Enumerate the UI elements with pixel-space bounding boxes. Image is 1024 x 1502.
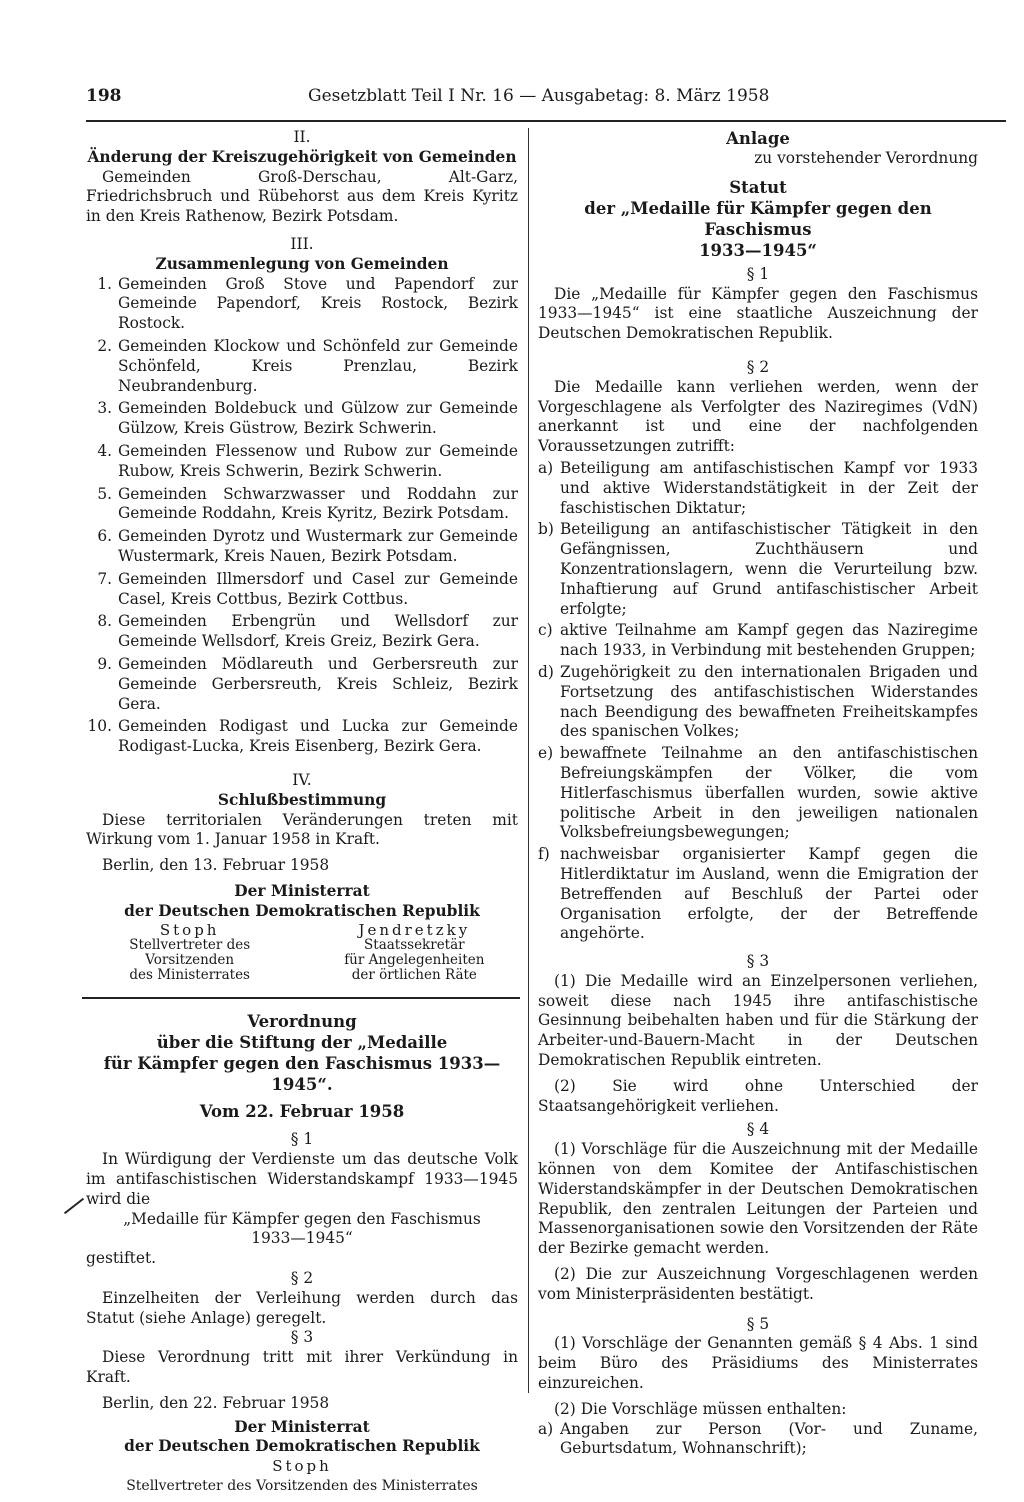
signatory-body: Der Ministerrat	[234, 881, 370, 900]
signer-role: Staatssekretär	[364, 937, 465, 954]
list-item-text: Gemeinden Klockow und Schönfeld zur Gemeinde Schönfeld, Kreis Prenzlau, Bezirk Neubrandenburg.	[118, 336, 518, 395]
list-item	[538, 663, 978, 742]
paragraph: Diese Verordnung tritt mit ihrer Verkündung in Kraft.	[86, 1348, 518, 1387]
list-item	[86, 485, 518, 525]
list-item-number: 7.	[97, 569, 112, 588]
list-item-number: 8.	[97, 612, 112, 631]
list-item-number: 10.	[87, 717, 112, 736]
paragraph-sign: § 3	[290, 1328, 314, 1347]
list-item-number: 1.	[97, 274, 112, 293]
paragraph-sign: § 1	[290, 1130, 314, 1149]
list-item	[86, 612, 518, 652]
page-header	[86, 86, 1006, 110]
list-item	[86, 570, 518, 610]
verordnung-date: Vom 22. Februar 1958	[199, 1102, 405, 1122]
list-item-text: Gemeinden Illmersdorf und Casel zur Gemeinde Casel, Kreis Cottbus, Bezirk Cottbus.	[118, 569, 518, 608]
list-item-number: a)	[538, 1419, 554, 1438]
paragraph: In Würdigung der Verdienste um das deutsche Volk im antifaschistischen Widerstandskampf 1933—1945 wird die	[86, 1150, 518, 1208]
list-item-text: Angaben zur Person (Vor- und Zuname, Geburtsdatum, Wohnanschrift);	[560, 1419, 978, 1458]
place-date: Berlin, den 22. Februar 1958	[102, 1393, 330, 1412]
paragraph: Diese territorialen Veränderungen treten mit Wirkung vom 1. Januar 1958 in Kraft.	[86, 810, 518, 849]
signatory-body: Der Ministerrat	[234, 1417, 370, 1436]
signer-role: Stellvertreter des Vorsitzenden	[129, 937, 251, 969]
paragraph: Die Medaille kann verliehen werden, wenn der Vorgeschlagene als Verfolgter des Naziregimes (VdN) anerkannt ist und eine der nachfolgenden Voraussetzungen zutrifft:	[538, 377, 978, 456]
list-item-number: c)	[538, 621, 553, 640]
paragraph-sign: § 4	[746, 1120, 770, 1139]
list-item	[538, 459, 978, 518]
paragraph: (1) Vorschläge der Genannten gemäß § 4 Abs. 1 sind beim Büro des Präsidiums des Ministerrates einzureichen.	[538, 1334, 978, 1393]
medal-name: 1933—1945“	[251, 1229, 353, 1248]
signer-name: Jendretzky	[358, 921, 471, 940]
paragraph: (2) Die Vorschläge müssen enthalten:	[554, 1399, 847, 1418]
list-item-number: 2.	[97, 336, 112, 355]
criteria-list	[538, 459, 978, 944]
paragraph-sign: § 3	[746, 952, 770, 971]
signer-role: der örtlichen Räte	[351, 967, 477, 984]
signer-role: Stellvertreter des Vorsitzenden des Ministerrates	[126, 1478, 478, 1495]
list-item-number: 9.	[97, 654, 112, 673]
column-divider	[528, 128, 529, 1393]
paragraph: (1) Vorschläge für die Auszeichnung mit der Medaille können von dem Komitee der Antifaschistischen Widerstandskämpfer in der Deutschen Demokratischen Republik, den zentralen Leitungen der Parteien und Massenorganisationen sowie den Vorsitzenden der Räte der Bezirke gemacht werden.	[538, 1140, 978, 1258]
list-item-number: b)	[538, 520, 554, 539]
list-item-text: Beteiligung an antifaschistischer Tätigkeit in den Gefängnissen, Zuchthäusern und Konzentrationslagern, wenn die Verurteilung bzw. Inhaftierung auf Grund antifaschistischer Arbeit erfolgte;	[560, 520, 978, 618]
list-item-number: a)	[538, 458, 554, 477]
paragraph: (2) Die zur Auszeichnung Vorgeschlagenen werden vom Ministerpräsidenten bestätigt.	[538, 1265, 978, 1303]
signer-role: des Ministerrates	[129, 967, 250, 984]
list-item	[86, 337, 518, 396]
list-item-text: Gemeinden Schwarzwasser und Roddahn zur Gemeinde Roddahn, Kreis Kyritz, Bezirk Potsdam.	[118, 484, 518, 523]
list-item	[86, 275, 518, 334]
paragraph: (2) Sie wird ohne Unterschied der Staatsangehörigkeit verliehen.	[538, 1076, 978, 1115]
left-column	[86, 128, 518, 1497]
paragraph: gestiftet.	[86, 1249, 157, 1268]
paragraph: Gemeinden Groß-Derschau, Alt-Garz, Friedrichsbruch und Rübehorst aus dem Kreis Kyritz in den Kreis Rathenow, Bezirk Potsdam.	[86, 167, 518, 226]
statut-title: Statut	[729, 177, 787, 197]
medal-name: „Medaille für Kämpfer gegen den Faschismus	[123, 1209, 481, 1228]
list-item-text: Zugehörigkeit zu den internationalen Brigaden und Fortsetzung des antifaschistischen Widerstandes nach Beendigung des bewaffneten Freiheitskampfes des spanischen Volkes;	[560, 662, 978, 741]
paragraph: (1) Die Medaille wird an Einzelpersonen verliehen, soweit diese nach 1945 ihre antifaschistische Gesinnung beibehalten haben und für die Stärkung der Arbeiter-und-Bauern-Macht in der Deutschen Demokratischen Republik eintreten.	[538, 971, 978, 1070]
section-number: II.	[293, 128, 311, 146]
section-divider	[82, 997, 520, 999]
list-item-text: bewaffnete Teilnahme an den antifaschistischen Befreiungskämpfen der Völker, die vom Hitlerfaschismus überfallen wurden, sowie aktive politische Arbeit in den jeweiligen nationalen Volksbefreiungsbewegungen;	[560, 744, 978, 842]
header-rule	[86, 120, 1006, 122]
section-number: IV.	[292, 770, 312, 789]
signatory-body: der Deutschen Demokratischen Republik	[124, 901, 480, 920]
verordnung-title: über die Stiftung der „Medaille	[156, 1033, 448, 1053]
section-title: Zusammenlegung von Gemeinden	[155, 254, 449, 273]
paragraph-sign: § 2	[746, 357, 770, 376]
list-item	[86, 717, 518, 757]
list-item-number: f)	[538, 845, 550, 864]
list-item-number: d)	[538, 662, 554, 681]
verordnung-title: für Kämpfer gegen den Faschismus 1933—1945“.	[103, 1054, 501, 1095]
list-item-text: Gemeinden Dyrotz und Wustermark zur Gemeinde Wustermark, Kreis Nauen, Bezirk Potsdam.	[118, 527, 518, 565]
signature-right	[311, 923, 518, 983]
signer-name: Stoph	[272, 1457, 332, 1476]
signer-role: für Angelegenheiten	[344, 952, 485, 969]
list-item-text: aktive Teilnahme am Kampf gegen das Naziregime nach 1933, in Verbindung mit bestehenden Gruppen;	[560, 621, 978, 660]
signatures	[86, 923, 518, 983]
section-title: Änderung der Kreiszugehörigkeit von Gemeinden	[87, 147, 517, 166]
list-item	[86, 527, 518, 567]
list-item-text: Gemeinden Boldebuck und Gülzow zur Gemeinde Gülzow, Kreis Güstrow, Bezirk Schwerin.	[118, 399, 518, 438]
list-item	[86, 655, 518, 714]
statut-title: der „Medaille für Kämpfer gegen den Faschismus	[584, 198, 932, 239]
list-item-number: 3.	[97, 399, 112, 418]
anlage-title: Anlage	[726, 129, 790, 148]
list-item-text: Gemeinden Groß Stove und Papendorf zur Gemeinde Papendorf, Kreis Rostock, Bezirk Rostock.	[118, 274, 518, 333]
signature-left	[86, 923, 293, 983]
merger-list	[86, 275, 518, 757]
list-item	[538, 520, 978, 619]
paragraph-sign: § 2	[290, 1269, 314, 1288]
list-item-text: Gemeinden Mödlareuth und Gerbersreuth zur Gemeinde Gerbersreuth, Kreis Schleiz, Bezirk Gera.	[118, 654, 518, 713]
list-item-number: 5.	[97, 484, 112, 503]
list-item-text: Gemeinden Erbengrün und Wellsdorf zur Gemeinde Wellsdorf, Kreis Greiz, Bezirk Gera.	[118, 612, 518, 651]
list-item	[538, 744, 978, 843]
list-item-number: e)	[538, 744, 554, 763]
requirements-list	[538, 1420, 978, 1460]
paragraph-sign: § 5	[746, 1314, 770, 1333]
list-item-text: Gemeinden Flessenow und Rubow zur Gemeinde Rubow, Kreis Schwerin, Bezirk Schwerin.	[118, 441, 518, 480]
list-item	[86, 442, 518, 482]
list-item-number: 4.	[97, 441, 112, 460]
signatory-body: der Deutschen Demokratischen Republik	[124, 1437, 480, 1456]
statut-title: 1933—1945“	[699, 240, 817, 260]
page-number: 198	[86, 86, 122, 106]
section-title: Schlußbestimmung	[217, 790, 387, 809]
list-item-text: nachweisbar organisierter Kampf gegen die Hitlerdiktatur im Ausland, wenn die Emigration der Betreffenden auf Beschluß der Partei oder Organisation erfolgte, der der Betreffende angehörte.	[560, 845, 978, 943]
verordnung-title: Verordnung	[247, 1012, 357, 1032]
list-item	[538, 621, 978, 661]
place-date: Berlin, den 13. Februar 1958	[102, 856, 330, 875]
right-column	[538, 128, 978, 1461]
list-item-number: 6.	[97, 527, 112, 546]
pencil-mark	[64, 1198, 84, 1214]
list-item	[538, 845, 978, 944]
anlage-subtitle: zu vorstehender Verordnung	[754, 149, 978, 167]
paragraph-sign: § 1	[746, 264, 770, 283]
paragraph: Die „Medaille für Kämpfer gegen den Faschismus 1933—1945“ ist eine staatliche Auszeichnung der Deutschen Demokratischen Republik.	[538, 284, 978, 343]
list-item	[86, 399, 518, 439]
running-head: Gesetzblatt Teil I Nr. 16 — Ausgabetag: 8. März 1958	[308, 86, 770, 106]
section-number: III.	[290, 234, 314, 253]
list-item	[538, 1420, 978, 1460]
list-item-text: Beteiligung am antifaschistischen Kampf vor 1933 und aktive Widerstandstätigkeit in der Zeit der faschistischen Diktatur;	[560, 458, 978, 517]
signer-name: Stoph	[159, 921, 220, 940]
list-item-text: Gemeinden Rodigast und Lucka zur Gemeinde Rodigast-Lucka, Kreis Eisenberg, Bezirk Gera.	[118, 717, 518, 756]
paragraph: Einzelheiten der Verleihung werden durch das Statut (siehe Anlage) geregelt.	[86, 1288, 518, 1327]
